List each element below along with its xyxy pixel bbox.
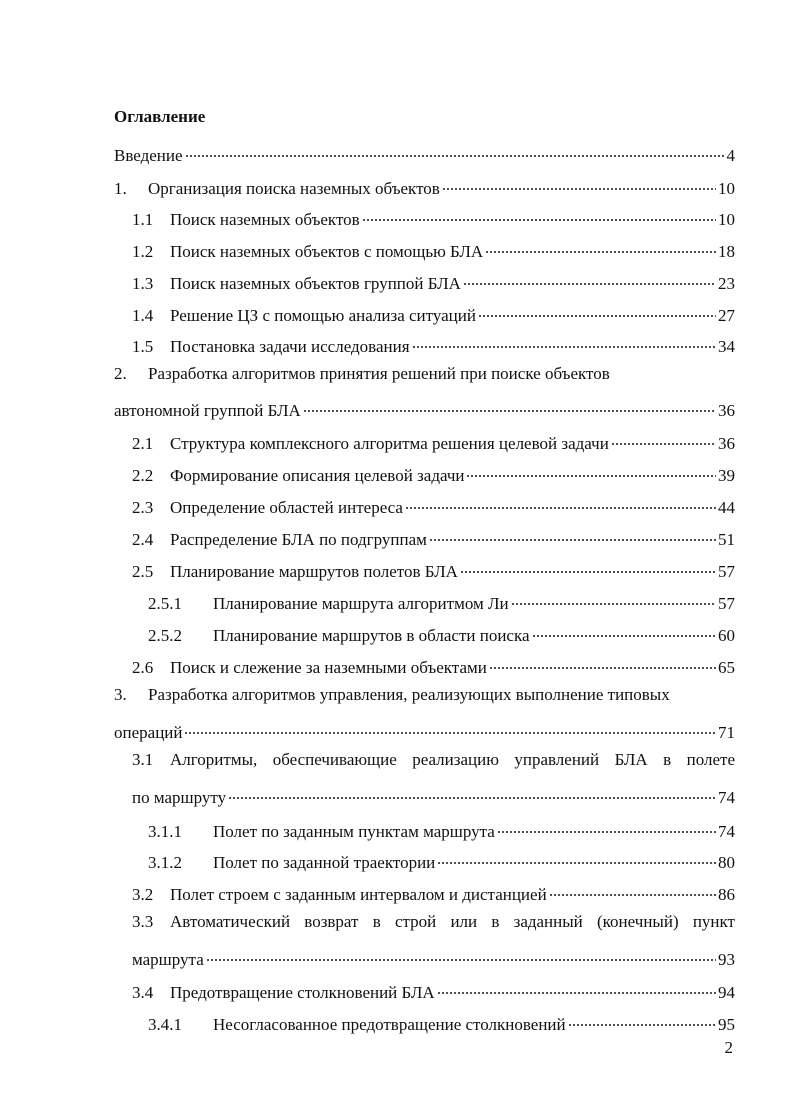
toc-entry-3-3-line2[interactable] — [132, 943, 735, 971]
toc-entry-label: Планирование маршрутов полетов БЛА — [170, 562, 458, 581]
toc-entry-number: 2.5.2 — [148, 626, 182, 645]
toc-entry-label: Постановка задачи исследования — [170, 337, 410, 356]
toc-page-number: 93 — [718, 950, 735, 969]
toc-entry-label: Определение областей интереса — [170, 498, 403, 517]
toc-entry-label: Введение — [114, 146, 183, 165]
toc-entry-label: Решение ЦЗ с помощью анализа ситуаций — [170, 306, 476, 325]
leader-dots — [485, 235, 716, 257]
leader-dots — [611, 427, 716, 449]
toc-entry-label: Структура комплексного алгоритма решения целевой задачи — [170, 434, 609, 453]
toc-entry-3-4-1[interactable] — [148, 1008, 735, 1036]
toc-entry-number: 3.2 — [132, 885, 154, 904]
toc-page-number: 10 — [718, 210, 735, 229]
leader-dots — [568, 1008, 716, 1030]
leader-dots — [463, 267, 716, 289]
toc-page-number: 4 — [726, 146, 735, 165]
toc-page-number: 36 — [718, 434, 735, 453]
toc-page-number: 86 — [718, 885, 735, 904]
toc-entry-label: Полет по заданным пунктам маршрута — [213, 822, 495, 841]
toc-entry-number: 2.4 — [132, 530, 154, 549]
leader-dots — [412, 330, 716, 352]
page-number: 2 — [724, 1038, 733, 1057]
toc-entry-number: 2.6 — [132, 658, 154, 677]
leader-dots — [185, 139, 725, 161]
toc-entry-3-1-line1[interactable] — [132, 749, 735, 771]
toc-entry-number: 1.3 — [132, 274, 154, 293]
toc-entry-label: Планирование маршрута алгоритмом Ли — [213, 594, 509, 613]
leader-dots — [478, 299, 716, 321]
toc-entry-number: 1. — [114, 179, 127, 198]
toc-entry-ch1[interactable] — [114, 172, 735, 200]
toc-entry-label: Несогласованное предотвращение столкновений — [213, 1015, 566, 1034]
toc-entry-2-4[interactable] — [132, 523, 735, 551]
toc-page-number: 74 — [718, 788, 735, 807]
toc-entry-2-3[interactable] — [132, 491, 735, 519]
toc-entry-number: 2.2 — [132, 466, 154, 485]
toc-entry-2-2[interactable] — [132, 459, 735, 487]
leader-dots — [184, 716, 716, 738]
toc-entry-ch3-line1[interactable] — [114, 684, 670, 706]
toc-entry-label: Формирование описания целевой задачи — [170, 466, 465, 485]
toc-entry-1-2[interactable] — [132, 235, 735, 263]
leader-dots — [429, 523, 716, 545]
toc-entry-1-1[interactable] — [132, 203, 735, 231]
toc-page-number: 34 — [718, 337, 735, 356]
toc-page-number: 51 — [718, 530, 735, 549]
leader-dots — [437, 846, 716, 868]
toc-entry-number: 3.3 — [132, 912, 154, 931]
leader-dots — [442, 172, 716, 194]
toc-entry-1-3[interactable] — [132, 267, 735, 295]
leader-dots — [460, 555, 716, 577]
leader-dots — [437, 976, 716, 998]
leader-dots — [511, 587, 716, 609]
toc-entry-number: 3.4 — [132, 983, 154, 1002]
toc-entry-label-continued: маршрута — [132, 950, 204, 969]
toc-entry-label: Поиск наземных объектов с помощью БЛА — [170, 242, 484, 261]
leader-dots — [466, 459, 716, 481]
leader-dots — [206, 943, 716, 965]
toc-entry-label: Планирование маршрутов в области поиска — [213, 626, 530, 645]
toc-page-number: 36 — [718, 401, 735, 420]
toc-entry-label: Организация поиска наземных объектов — [148, 179, 440, 198]
toc-page-number: 71 — [718, 723, 735, 742]
leader-dots — [303, 394, 716, 416]
toc-page-number: 39 — [718, 466, 735, 485]
toc-page-number: 94 — [718, 983, 735, 1002]
toc-page-number: 10 — [718, 179, 735, 198]
toc-page-number: 27 — [718, 306, 735, 325]
toc-entry-2-5-1[interactable] — [148, 587, 735, 615]
toc-entry-3-1-line2[interactable] — [132, 781, 735, 809]
leader-dots — [497, 815, 716, 837]
toc-entry-number: 2.1 — [132, 434, 154, 453]
toc-entry-intro[interactable] — [114, 139, 735, 167]
toc-entry-number: 2.5 — [132, 562, 154, 581]
toc-entry-1-4[interactable] — [132, 299, 735, 327]
toc-entry-ch2-line1[interactable] — [114, 363, 610, 385]
toc-entry-3-1-1[interactable] — [148, 815, 735, 843]
toc-entry-number: 3. — [114, 685, 127, 704]
toc-entry-label-continued: операций — [114, 723, 183, 742]
toc-entry-label: Распределение БЛА по подгруппам — [170, 530, 427, 549]
toc-entry-number: 2. — [114, 364, 127, 383]
toc-entry-1-5[interactable] — [132, 330, 735, 358]
toc-entry-label: Предотвращение столкновений БЛА — [170, 983, 435, 1002]
toc-entry-ch2-line2[interactable] — [114, 394, 735, 422]
toc-entry-label: Поиск наземных объектов — [170, 210, 360, 229]
toc-entry-number: 1.5 — [132, 337, 154, 356]
leader-dots — [228, 781, 716, 803]
toc-entry-label: Поиск наземных объектов группой БЛА — [170, 274, 461, 293]
toc-page-number: 74 — [718, 822, 735, 841]
toc-entry-number: 3.1 — [132, 750, 154, 769]
toc-page-number: 44 — [718, 498, 735, 517]
toc-entry-number: 3.4.1 — [148, 1015, 182, 1034]
toc-page-number: 57 — [718, 594, 735, 613]
toc-entry-2-1[interactable] — [132, 427, 735, 455]
toc-title: Оглавление — [114, 107, 206, 126]
toc-entry-label: Полет по заданной траектории — [213, 853, 436, 872]
toc-page-number: 23 — [718, 274, 735, 293]
toc-entry-label: Автоматический возврат в строй или в заданный (конечный) пункт — [170, 912, 735, 931]
toc-entry-label-continued: автономной группой БЛА — [114, 401, 301, 420]
toc-page-number: 60 — [718, 626, 735, 645]
toc-entry-number: 3.1.1 — [148, 822, 182, 841]
toc-entry-3-4[interactable] — [132, 976, 735, 1004]
leader-dots — [405, 491, 716, 513]
leader-dots — [532, 619, 716, 641]
toc-entry-number: 1.4 — [132, 306, 154, 325]
toc-entry-number: 2.3 — [132, 498, 154, 517]
toc-page-number: 65 — [718, 658, 735, 677]
toc-entry-2-6[interactable] — [132, 651, 735, 679]
toc-entry-label: Алгоритмы, обеспечивающие реализацию управлений БЛА в полете — [170, 750, 735, 769]
leader-dots — [549, 878, 716, 900]
toc-entry-number: 3.1.2 — [148, 853, 182, 872]
toc-entry-2-5[interactable] — [132, 555, 735, 583]
toc-page-number: 95 — [718, 1015, 735, 1034]
toc-entry-ch3-line2[interactable] — [114, 716, 735, 744]
toc-entry-label-continued: по маршруту — [132, 788, 227, 807]
toc-entry-3-2[interactable] — [132, 878, 735, 906]
toc-entry-label: Поиск и слежение за наземными объектами — [170, 658, 487, 677]
toc-entry-number: 2.5.1 — [148, 594, 182, 613]
toc-entry-label: Разработка алгоритмов управления, реализующих выполнение типовых — [148, 685, 670, 704]
leader-dots — [362, 203, 716, 225]
toc-entry-label: Разработка алгоритмов принятия решений при поиске объектов — [148, 364, 610, 383]
toc-page-number: 57 — [718, 562, 735, 581]
toc-page-number: 80 — [718, 853, 735, 872]
toc-page-number: 18 — [718, 242, 735, 261]
toc-entry-number: 1.1 — [132, 210, 154, 229]
toc-entry-3-1-2[interactable] — [148, 846, 735, 874]
toc-entry-number: 1.2 — [132, 242, 154, 261]
leader-dots — [489, 651, 716, 673]
toc-entry-3-3-line1[interactable] — [132, 911, 735, 933]
toc-entry-2-5-2[interactable] — [148, 619, 735, 647]
toc-entry-label: Полет строем с заданным интервалом и дистанцией — [170, 885, 547, 904]
